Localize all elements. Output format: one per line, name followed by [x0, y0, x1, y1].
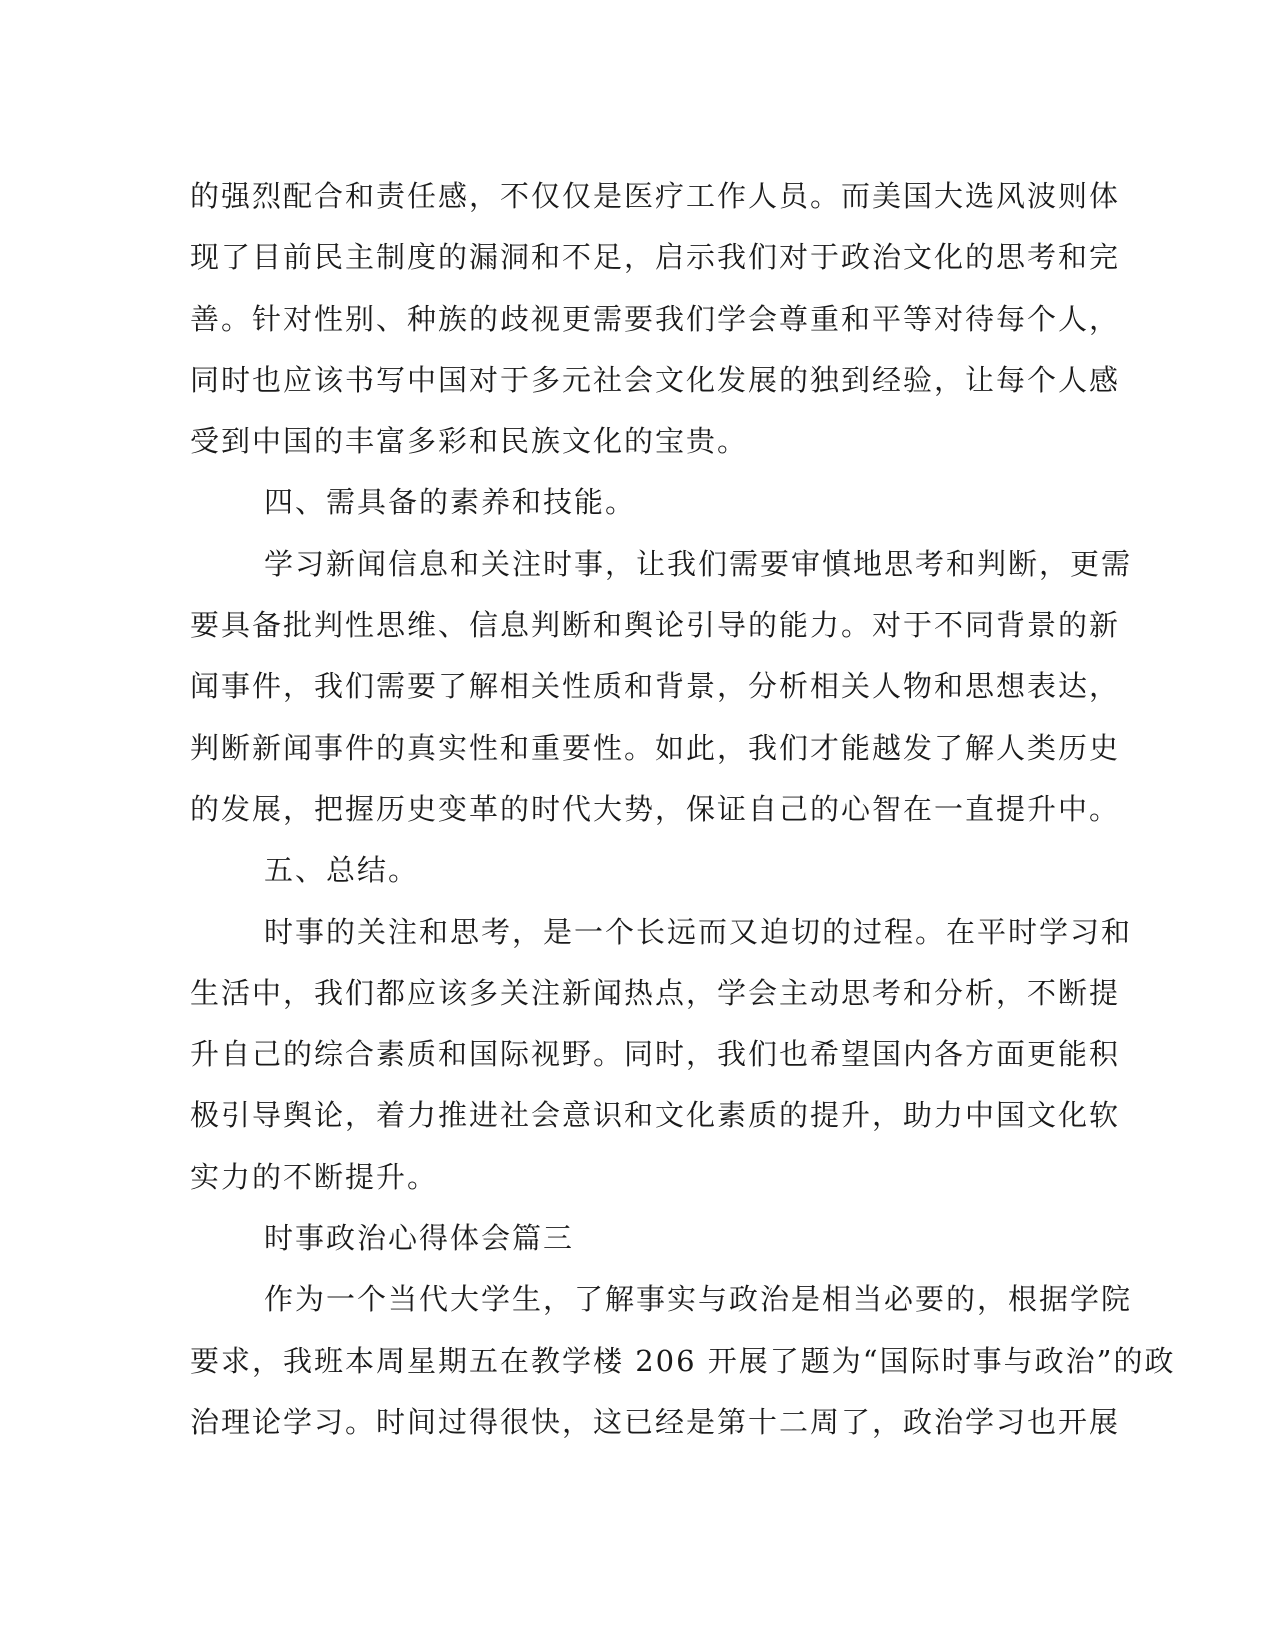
text-line: 升自己的综合素质和国际视野。同时，我们也希望国内各方面更能积 [190, 1037, 1121, 1072]
paragraph-start-line: 作为一个当代大学生，了解事实与政治是相当必要的，根据学院 [264, 1282, 1133, 1317]
text-line: 极引导舆论，着力推进社会意识和文化素质的提升，助力中国文化软 [190, 1098, 1121, 1133]
section-heading: 五、总结。 [264, 853, 420, 888]
text-line: 要求，我班本周星期五在教学楼 206 开展了题为“国际时事与政治”的政 [190, 1343, 1176, 1378]
paragraph-start-line: 时事的关注和思考，是一个长远而又迫切的过程。在平时学习和 [264, 914, 1133, 949]
text-line: 同时也应该书写中国对于多元社会文化发展的独到经验，让每个人感 [190, 362, 1121, 397]
section-heading: 四、需具备的素养和技能。 [264, 485, 637, 520]
text-line: 现了目前民主制度的漏洞和不足，启示我们对于政治文化的思考和完 [190, 240, 1121, 275]
text-line: 的强烈配合和责任感，不仅仅是医疗工作人员。而美国大选风波则体 [190, 179, 1121, 213]
paragraph-start-line: 学习新闻信息和关注时事，让我们需要审慎地思考和判断，更需 [264, 546, 1133, 581]
text-line: 闻事件，我们需要了解相关性质和背景，分析相关人物和思想表达， [190, 669, 1121, 704]
article-title: 时事政治心得体会篇三 [264, 1221, 575, 1256]
text-line: 善。针对性别、种族的歧视更需要我们学会尊重和平等对待每个人， [190, 301, 1121, 336]
text-line: 判断新闻事件的真实性和重要性。如此，我们才能越发了解人类历史 [190, 730, 1121, 765]
text-line: 要具备批判性思维、信息判断和舆论引导的能力。对于不同背景的新 [190, 608, 1121, 643]
text-line: 治理论学习。时间过得很快，这已经是第十二周了，政治学习也开展 [190, 1404, 1121, 1439]
text-line: 受到中国的丰富多彩和民族文化的宝贵。 [190, 424, 749, 459]
document-body [190, 166, 1176, 1453]
text-line: 实力的不断提升。 [190, 1159, 439, 1194]
text-line: 生活中，我们都应该多关注新闻热点，学会主动思考和分析，不断提 [190, 975, 1121, 1010]
text-line: 的发展，把握历史变革的时代大势，保证自己的心智在一直提升中。 [190, 791, 1121, 826]
